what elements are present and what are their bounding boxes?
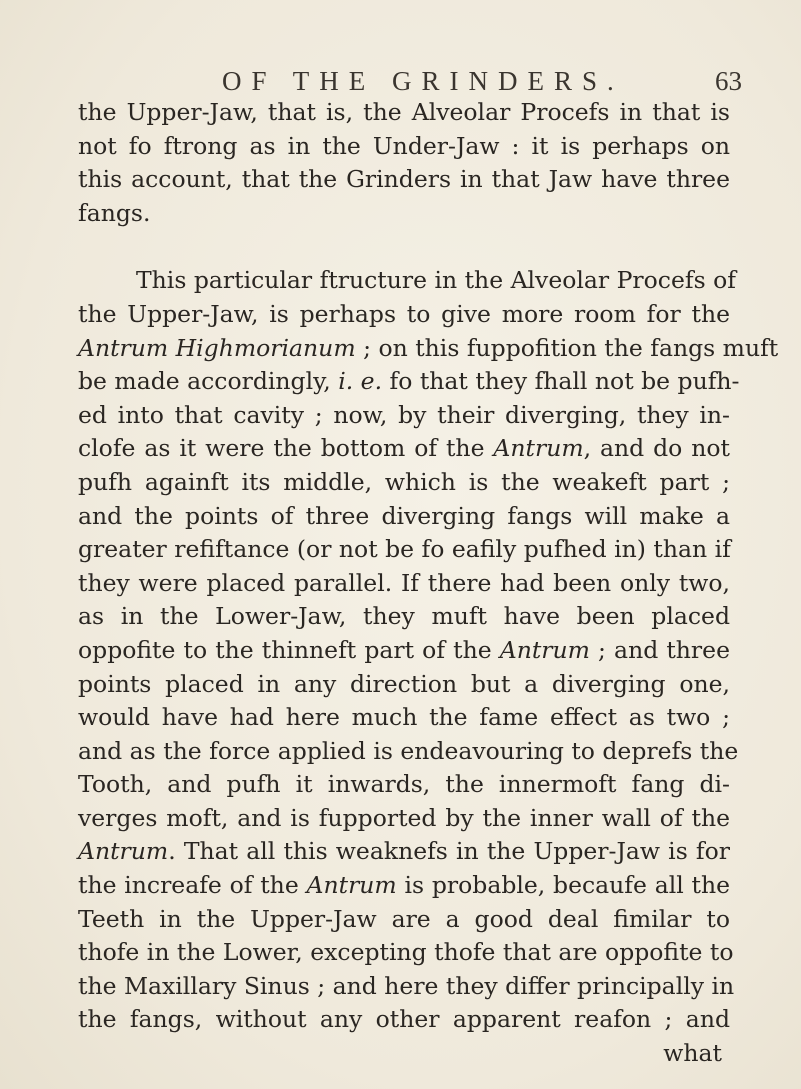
text-line: the increafe of the Antrum is probable, becaufe all the [78,871,730,900]
text-line: not fo ftrong as in the Under-Jaw : it is perhaps on [78,131,730,160]
text-line: points placed in any direction but a diverging one, [78,669,730,698]
text-line: and the points of three diverging fangs will make a [78,501,730,530]
running-header [222,66,742,97]
text-line: they were placed parallel. If there had been only two, [78,568,730,597]
page-number: 63 [715,66,742,96]
text-line: This particular ftructure in the Alveolar Procefs of [136,266,736,295]
text-line: greater refiftance (or not be fo eafily pufhed in) than if [78,535,731,564]
text-line: clofe as it were the bottom of the Antrum, and do not [78,434,730,463]
text-line: as in the Lower-Jaw, they muft have been placed [78,602,730,631]
text-line: Antrum. That all this weaknefs in the Upper-Jaw is for [78,837,730,866]
text-line: the Upper-Jaw, is perhaps to give more room for the [78,299,730,328]
text-line: Teeth in the Upper-Jaw are a good deal fimilar to [78,904,730,933]
text-line: would have had here much the fame effect as two ; [78,703,730,732]
body-text [78,96,779,1071]
catchword: what [663,1039,722,1068]
text-line: Tooth, and pufh it inwards, the innermoft fang di- [78,770,730,799]
text-line: pufh againft its middle, which is the weakeft part ; [78,467,730,496]
text-line: be made accordingly, i. e. fo that they fhall not be pufh- [78,367,740,396]
text-line: fangs. [78,198,151,227]
text-line: this account, that the Grinders in that Jaw have three [78,165,730,194]
text-line: ed into that cavity ; now, by their diverging, they in- [78,400,730,429]
text-line: the fangs, without any other apparent reafon ; and [78,1005,730,1034]
text-line: the Maxillary Sinus ; and here they differ principally in [78,971,735,1000]
text-line: thofe in the Lower, excepting thofe that are oppofite to [78,938,734,967]
text-line: verges moft, and is fupported by the inner wall of the [78,803,730,832]
text-line: and as the force applied is endeavouring to deprefs the [78,736,739,765]
text-line: Antrum Highmorianum ; on this fuppofition the fangs muft [78,333,779,362]
text-line: the Upper-Jaw, that is, the Alveolar Procefs in that is [78,98,730,126]
running-title: OF THE GRINDERS. [222,66,624,96]
text-line: oppofite to the thinneft part of the Antrum ; and three [78,635,730,664]
